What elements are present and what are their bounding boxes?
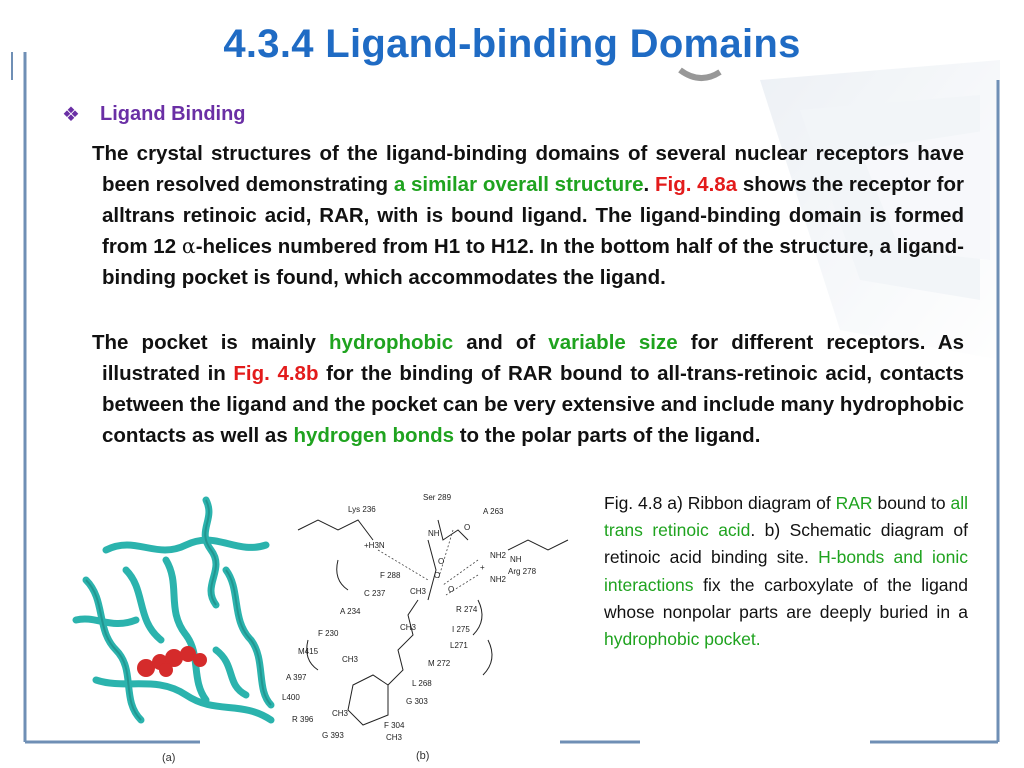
figure-caption	[604, 490, 968, 653]
figure-b-label: (b)	[416, 750, 430, 762]
residue-f288: F 288	[380, 571, 401, 580]
caption-highlight-retinoic-acid: all trans retinoic acid	[604, 493, 968, 541]
label-nh3: +H3N	[364, 541, 385, 550]
label-nh2-a: NH2	[490, 551, 507, 560]
para2-highlight-variable-size: variable size	[548, 331, 678, 354]
residue-lys: Lys 236	[348, 505, 376, 514]
caption-highlight-hydrophobic-pocket: hydrophobic pocket.	[604, 629, 761, 650]
para2-highlight-hydrogen-bonds: hydrogen bonds	[293, 424, 455, 447]
label-o3: O	[464, 523, 471, 532]
residue-a234: A 234	[340, 607, 361, 616]
label-o1: O	[438, 557, 445, 566]
residue-ser: Ser 289	[423, 493, 452, 502]
figure-a-label: (a)	[162, 752, 176, 764]
label-ch3-e: CH3	[386, 733, 403, 742]
para1-text-3: shows the receptor for alltrans retinoic acid, RAR, with is bound ligand. The ligand-binding domain is formed from 12	[102, 173, 964, 258]
para1-highlight-similar-structure: a similar overall structure	[393, 173, 644, 196]
diamond-bullet-icon: ❖	[62, 104, 80, 126]
label-ch3-b: CH3	[400, 623, 417, 632]
paragraph-pocket	[92, 327, 964, 451]
residue-l400: L400	[282, 693, 300, 702]
label-ch3-c: CH3	[342, 655, 359, 664]
para1-text-4: -helices numbered from H1 to H12. In the bottom half of the structure, a ligand-binding pocket is found, which accommodates the ligand.	[102, 235, 964, 289]
residue-m272: M 272	[428, 659, 451, 668]
caption-text-2: bound to	[872, 493, 951, 513]
residue-arg: Arg 278	[508, 567, 537, 576]
residue-l268: L 268	[412, 679, 432, 688]
para2-text-2: and of	[453, 331, 549, 354]
caption-highlight-hbonds: H-bonds and ionic interactions	[604, 547, 968, 595]
bullet-label: Ligand Binding	[100, 103, 246, 125]
para2-text-4: for the binding of RAR bound to all-trans-retinoic acid, contacts between the ligand and the pocket can be very extensive and include many hydrophobic contacts as well as	[102, 362, 964, 447]
label-plus: +	[480, 563, 485, 572]
para1-text-2: .	[643, 173, 655, 196]
para2-fig-ref: Fig. 4.8b	[233, 362, 319, 385]
slide-title: 4.3.4 Ligand-binding Domains	[223, 22, 801, 66]
caption-text-3: . b) Schematic diagram of retinoic acid binding site.	[604, 520, 969, 568]
para2-text-3: for different receptors. As illustrated in	[102, 331, 964, 385]
residue-f304: F 304	[384, 721, 405, 730]
binding-site-schematic	[278, 490, 580, 748]
caption-text-4: fix the carboxylate of the ligand whose nonpolar parts are deeply buried in a	[604, 574, 968, 622]
residue-r274: R 274	[456, 605, 478, 614]
label-o4: O	[448, 585, 455, 594]
residue-m415: M415	[298, 647, 319, 656]
bullet-heading	[62, 102, 246, 127]
paragraph-structure	[92, 138, 964, 293]
label-nh2-b: NH2	[490, 575, 507, 584]
alpha-symbol: α	[181, 234, 196, 258]
label-o2: O	[434, 571, 441, 580]
residue-g393: G 393	[322, 731, 344, 740]
residue-a397: A 397	[286, 673, 307, 682]
residue-r396: R 396	[292, 715, 314, 724]
label-nh: NH	[428, 529, 440, 538]
para2-highlight-hydrophobic: hydrophobic	[329, 331, 454, 354]
residue-c237: C 237	[364, 589, 386, 598]
caption-text-1: Fig. 4.8 a) Ribbon diagram of	[604, 493, 836, 513]
label-nh-right: NH	[510, 555, 522, 564]
ribbon-diagram-figure	[66, 490, 284, 740]
label-ch3-a: CH3	[410, 587, 427, 596]
para2-text-5: to the polar parts of the ligand.	[454, 424, 761, 447]
para1-text-1: The crystal structures of the ligand-binding domains of several nuclear receptors have been resolved demonstrating	[92, 142, 964, 196]
residue-g303: G 303	[406, 697, 428, 706]
residue-f230: F 230	[318, 629, 339, 638]
label-ch3-d: CH3	[332, 709, 349, 718]
para1-fig-ref: Fig. 4.8a	[654, 173, 738, 196]
caption-highlight-rar: RAR	[835, 493, 873, 513]
residue-l271: L271	[450, 641, 468, 650]
residue-i275: I 275	[452, 625, 470, 634]
residue-a263: A 263	[483, 507, 504, 516]
para2-text-1: The pocket is mainly	[92, 331, 330, 354]
